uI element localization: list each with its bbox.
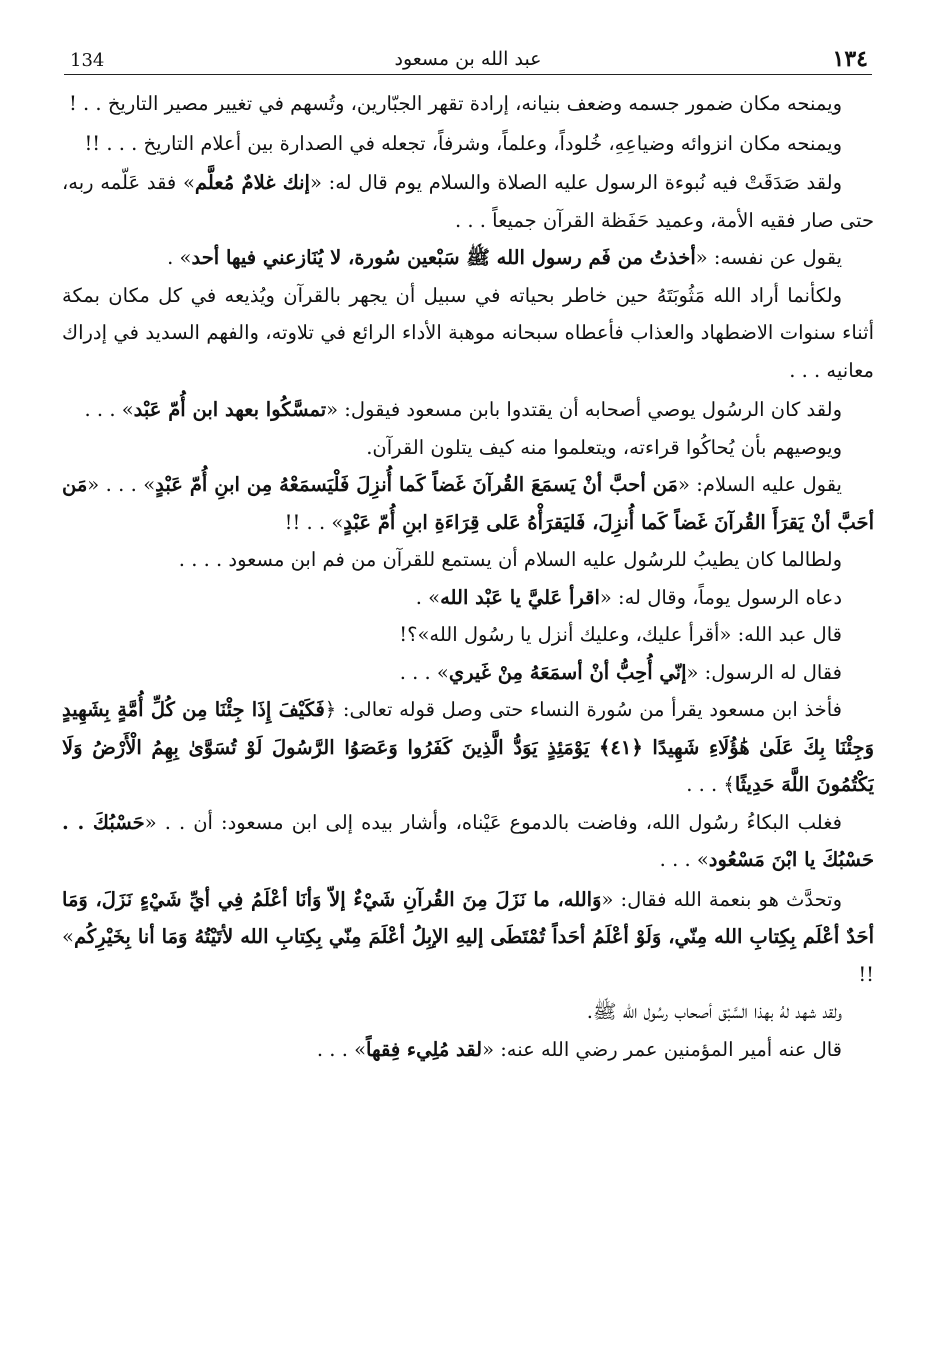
text-run: » . . . « bbox=[87, 473, 156, 496]
text-run: ولقد صَدَقَتْ فيه نُبوءة الرسول عليه الصلاة والسلام يوم قال له: « bbox=[309, 171, 842, 194]
paragraph bbox=[62, 277, 874, 390]
hadith-quote: إنّي أُحِبُّ أنْ أسمَعَهُ مِنْ غَيري bbox=[448, 660, 687, 684]
text-run: يقول عن نفسه: « bbox=[695, 246, 842, 269]
hadith-quote: مَن أحَبَّ أنْ يَقرَأَ القُرآنَ غَضاً كَما أُنزِلَ، فَليَقرَأْهُ عَلى قِرَاءَةِ ابنِ أُمّ عَبْدٍ bbox=[62, 473, 874, 534]
hadith-quote: اقرأ عَليَّ يا عَبْد الله bbox=[440, 585, 600, 609]
paragraph bbox=[62, 881, 874, 994]
paragraph bbox=[62, 541, 874, 579]
text-run: » . . !! bbox=[284, 510, 344, 534]
text-run: ولطالما كان يطيبُ للرسُول عليه السلام أن يستمع للقرآن من فم ابن مسعود . . . . bbox=[178, 548, 842, 571]
text-run: دعاه الرسول يوماً، وقال له: « bbox=[599, 585, 842, 609]
paragraph bbox=[62, 616, 874, 654]
text-run: ولقد شهد لهُ بهذا السَّبْق أصحاب رسُول الله ﷺ. bbox=[586, 1000, 842, 1023]
text-run: ولكأنما أراد الله مَثُوبَتَهُ حين خاطر بحياته في سبيل أن يجهر بالقرآن ويُذيعه في كل مكان بمكة أثناء سنوات الاضطهاد والعذاب فأعطاه سبحانه موهبة الأداء الرائع في تلاوته، والفهم السديد في إدراك معانيه . . . bbox=[62, 283, 874, 382]
paragraph bbox=[62, 391, 874, 429]
text-run: ويمنحه مكان انزوائه وضياعِهِ، خُلوداً، وعلماً، وشرفاً، تجعله في الصدارة بين أعلام التاريخ . . . !! bbox=[84, 131, 842, 155]
paragraph bbox=[62, 239, 874, 277]
page-body bbox=[62, 85, 874, 1068]
text-run: فأخذ ابن مسعود يقرأ من سُورة النساء حتى وصل قوله تعالى: ﴿ bbox=[324, 698, 843, 721]
header-rule bbox=[64, 74, 872, 75]
paragraph bbox=[62, 579, 874, 617]
paragraph bbox=[62, 85, 874, 123]
book-page bbox=[62, 40, 874, 1330]
text-run: ﴾ . . . bbox=[686, 773, 735, 796]
text-run: » . . . bbox=[659, 848, 709, 871]
text-run: » . . . bbox=[84, 398, 134, 421]
hadith-quote: حَسْبُكَ . . حَسْبُكَ يا ابْنَ مَسْعُود bbox=[62, 810, 874, 871]
text-run: قال عنه أمير المؤمنين عمر رضي الله عنه: « bbox=[482, 1037, 842, 1061]
text-run: » !! bbox=[62, 925, 874, 986]
paragraph bbox=[62, 1031, 874, 1069]
paragraph bbox=[62, 429, 874, 467]
hadith-quote: تمسَّكُوا بعهد ابن أُمّ عَبْد bbox=[133, 398, 327, 421]
paragraph bbox=[62, 993, 874, 1031]
text-run: » . . . bbox=[399, 660, 449, 684]
text-run: ويمنحه مكان ضمور جسمه وضعف بنيانه، إرادة تقهر الجبّارين، وتُسهم في تغيير مصير التاريخ . . ! bbox=[68, 92, 842, 115]
quran-verse: فَكَيْفَ إِذَا جِئْنَا مِن كُلِّ أُمَّةٍ بِشَهِيدٍ وَجِئْنَا بِكَ عَلَىٰ هَٰؤُلَاءِ شَهِيدًا ﴿٤١﴾ يَوْمَئِذٍ يَوَدُّ الَّذِينَ كَفَرُوا وَعَصَوُا الرَّسُولَ لَوْ تُسَوَّىٰ بِهِمُ الْأَرْضُ وَلَا يَكْتُمُونَ اللَّهَ حَدِيثًا bbox=[62, 698, 874, 796]
hadith-quote: لقد مُلِيء فِقهاً bbox=[366, 1037, 483, 1061]
text-run: قال عبد الله: «أقرأ عليك، وعليك أنزل يا رسُول الله»؟! bbox=[399, 623, 842, 646]
running-title: عبد الله بن مسعود bbox=[394, 48, 542, 70]
text-run: فقال له الرسول: « bbox=[686, 660, 842, 684]
text-run: وتحدَّث هو بنعمة الله فقال: « bbox=[601, 887, 842, 911]
hadith-quote: وَالله، ما نَزَلَ مِنَ القُرآنِ شَيْءٌ إلاّ وَأنَا أعْلَمُ فِي أيِّ شَيْءٍ نَزَلَ، وَمَا أحَدٌ أعْلَم بِكِتابِ الله مِنّي، وَلَوْ أعْلَمُ أحَداً تُمْتَطَى إليهِ الإبِلُ أعْلَمَ مِنّي بِكِتابِ الله لأتَيْتُهُ وَمَا أنا بِخَيْرِكُم bbox=[62, 887, 874, 948]
hadith-quote: إنك غلامٌ مُعلَّم bbox=[194, 171, 310, 194]
page-header bbox=[62, 40, 874, 74]
paragraph bbox=[62, 125, 874, 163]
paragraph bbox=[62, 804, 874, 879]
text-run: » فقد عَلّمه ربه، حتى صار فقيه الأمة، وعميد حَفَظة القرآن جميعاً . . . bbox=[62, 171, 874, 232]
text-run: فغلب البكاءُ رسُول الله، وفاضت بالدموع عَيْناه، وأشار بيده إلى ابن مسعود: أن . . « bbox=[144, 810, 842, 834]
paragraph bbox=[62, 466, 874, 541]
page-number-arabic: ١٣٤ bbox=[832, 46, 868, 72]
text-run: ولقد كان الرسُول يوصي أصحابه أن يقتدوا بابن مسعود فيقول: « bbox=[326, 398, 842, 421]
paragraph bbox=[62, 691, 874, 804]
hadith-quote: أخذتُ من فَم رسول الله ﷺ سَبْعين سُورة، لا يُنَازعني فيها أحد bbox=[191, 246, 696, 269]
paragraph bbox=[62, 164, 874, 239]
text-run: » . bbox=[415, 585, 441, 609]
text-run: » . bbox=[167, 246, 192, 269]
paragraph bbox=[62, 654, 874, 692]
hadith-quote: مَن أحبَّ أنْ يَسمَعَ القُرآنَ غَضاً كَما أُنزِلَ فَلْيَسمَعْهُ مِن ابنِ أُمّ عَبْدٍ bbox=[155, 473, 679, 496]
page-number-latin: 134 bbox=[70, 50, 105, 71]
text-run: » . . . bbox=[316, 1037, 367, 1061]
text-run: يقول عليه السلام: « bbox=[678, 473, 842, 496]
text-run: ويوصيهم بأن يُحاكُوا قراءته، ويتعلموا منه كيف يتلون القرآن. bbox=[366, 435, 842, 459]
